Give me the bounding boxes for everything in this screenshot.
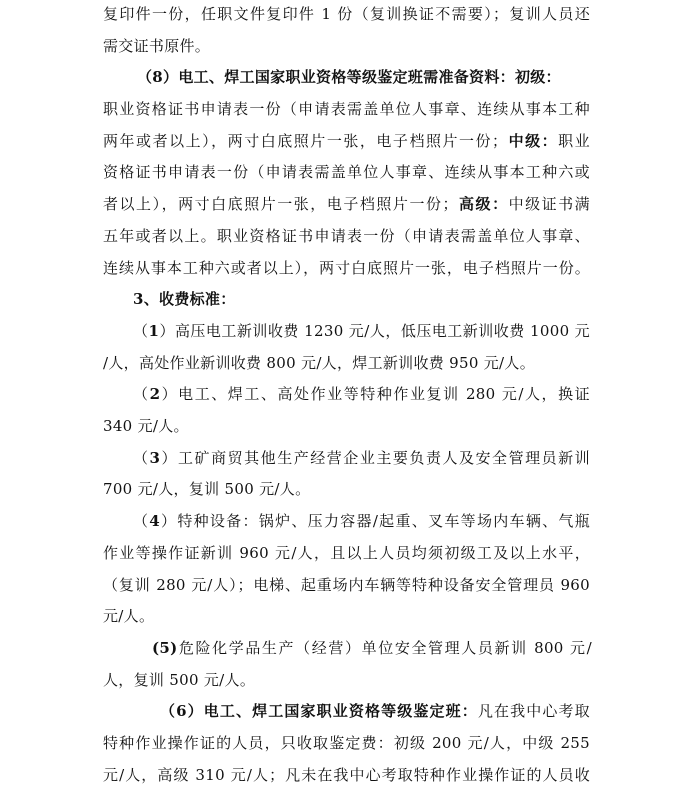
line-text: （ <box>133 385 150 403</box>
text-line <box>152 638 592 658</box>
text-line <box>103 416 590 436</box>
line-text: 者以上），两寸白底照片一张，电子档照片一份； <box>103 195 458 213</box>
line-text: 两年或者以上），两寸白底照片一张，电子档照片一份； <box>103 132 508 150</box>
line-text: 资格证书申请表一份（申请表需盖单位人事章、连续从事本工种六或 <box>103 163 590 181</box>
line-text: 复印件一份，任职文件复印件 1 份（复训换证不需要）；复训人员还 <box>103 5 590 23</box>
text-line <box>103 606 590 626</box>
line-text: 元/人，高级 310 元/人；凡未在我中心考取特种作业操作证的人员收 <box>103 766 590 784</box>
text-line <box>103 575 590 595</box>
text-line <box>103 353 590 373</box>
text-line <box>133 384 590 404</box>
item-number: 1 <box>148 322 160 340</box>
item-number: 4 <box>149 512 161 530</box>
line-text: （ <box>133 512 150 530</box>
line-text: 连续从事本工种六或者以上），两寸白底照片一张，电子档照片一份。 <box>103 259 590 277</box>
text-line <box>133 321 590 341</box>
line-text: 特种作业操作证的人员，只收取鉴定费：初级 200 元/人，中级 255 <box>103 734 590 752</box>
text-line <box>103 194 590 214</box>
text-line <box>137 67 590 87</box>
bold-label: 高级： <box>457 195 509 213</box>
text-line <box>103 131 590 151</box>
line-text: （ <box>133 322 149 340</box>
text-line <box>103 543 590 563</box>
line-text: 危险化学品生产（经营）单位安全管理人员新训 800 元/ <box>177 639 592 657</box>
bold-section-heading: 3、收费标准： <box>133 290 236 308</box>
text-line <box>103 479 590 499</box>
text-line <box>103 162 590 182</box>
text-line <box>133 289 590 309</box>
text-line <box>103 4 590 24</box>
text-line <box>103 99 590 119</box>
line-text: 五年或者以上。职业资格证书申请表一份（申请表需盖单位人事章、 <box>103 227 590 245</box>
bold-section-heading: （8）电工、焊工国家职业资格等级鉴定班需准备资料：初级： <box>137 68 561 86</box>
text-line <box>133 511 590 531</box>
text-line <box>103 36 590 56</box>
line-text: （ <box>133 449 150 467</box>
line-text: ）电工、焊工、高处作业等特种作业复训 280 元/人，换证 <box>160 385 590 403</box>
item-number: (5) <box>152 639 178 657</box>
text-line <box>103 226 590 246</box>
text-line <box>133 448 590 468</box>
text-line <box>103 765 590 785</box>
line-text: 元/人。 <box>103 607 155 625</box>
line-text: 人，复训 500 元/人。 <box>103 671 256 689</box>
line-text: 340 元/人。 <box>103 417 189 435</box>
item-number: 2 <box>149 385 161 403</box>
bold-section-heading: （6）电工、焊工国家职业资格等级鉴定班： <box>160 702 478 720</box>
text-line <box>103 670 590 690</box>
line-text: ）工矿商贸其他生产经营企业主要负责人及安全管理员新训 <box>160 449 590 467</box>
text-line <box>103 733 590 753</box>
item-number: 3 <box>149 449 161 467</box>
line-text: 凡在我中心考取 <box>477 702 590 720</box>
line-text: 700 元/人，复训 500 元/人。 <box>103 480 311 498</box>
line-text: ）特种设备：锅炉、压力容器/起重、叉车等场内车辆、气瓶 <box>160 512 590 530</box>
line-text: 职业资格证书申请表一份（申请表需盖单位人事章、连续从事本工种 <box>103 100 590 118</box>
text-line <box>160 701 590 721</box>
bold-label: 中级： <box>507 132 559 150</box>
text-line <box>103 258 590 278</box>
line-text: /人，高处作业新训收费 800 元/人，焊工新训收费 950 元/人。 <box>103 354 535 372</box>
line-text: 中级证书满 <box>508 195 590 213</box>
line-text: 作业等操作证新训 960 元/人，且以上人员均须初级工及以上水平， <box>103 544 590 562</box>
line-text: 需交证书原件。 <box>103 37 211 55</box>
line-text: ）高压电工新训收费 1230 元/人，低压电工新训收费 1000 元 <box>159 322 590 340</box>
line-text: （复训 280 元/人）；电梯、起重场内车辆等特种设备安全管理员 960 <box>103 576 590 594</box>
line-text: 职业 <box>558 132 590 150</box>
